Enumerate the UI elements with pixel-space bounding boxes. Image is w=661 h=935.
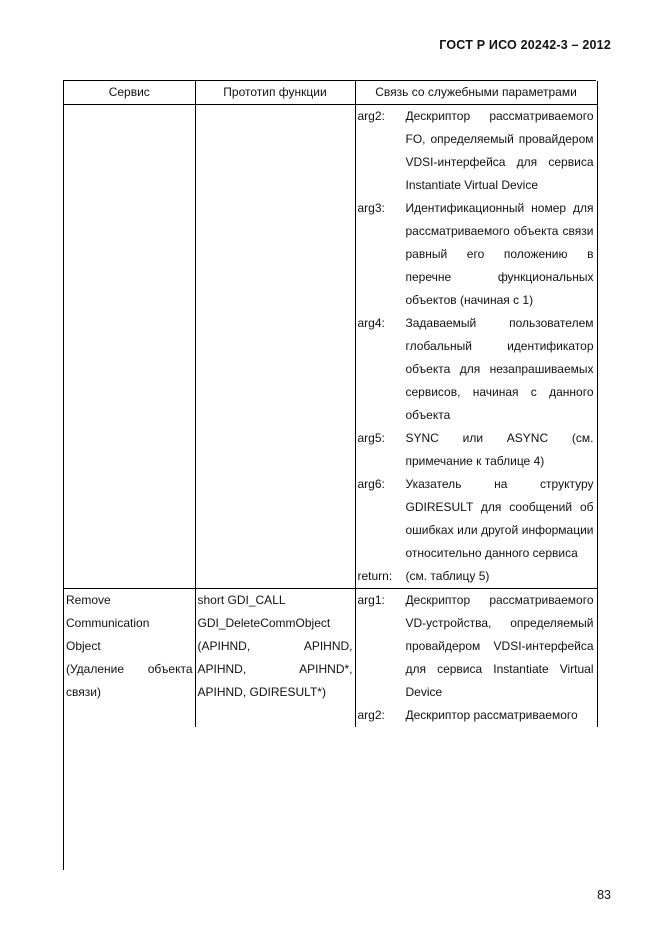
- param-arg2: [358, 105, 595, 197]
- param-arg2: [358, 704, 595, 727]
- param-description: (см. таблицу 5): [405, 569, 490, 583]
- prototype-cell: [195, 589, 355, 728]
- param-name: arg5:: [357, 431, 385, 445]
- param-description: Идентификационный номер для рассматриваемого объекта связи равный его положению в перечне функциональных объектов (начиная с 1): [405, 201, 594, 307]
- parameters-table: [63, 80, 596, 870]
- param-name: return:: [357, 569, 393, 583]
- service-name-line: связи): [66, 685, 101, 699]
- service-name-line: Remove: [66, 593, 111, 607]
- param-description: Дескриптор рассматриваемого FO, определяемый провайдером VDSI-интерфейса для сервиса Instantiate Virtual Device: [405, 109, 594, 192]
- param-return: [358, 565, 595, 588]
- prototype-line: GDI_DeleteCommObject: [197, 616, 331, 630]
- param-description: Задаваемый пользователем глобальный идентификатор объекта для незапрашиваемых сервисов, начиная с данного объекта: [405, 316, 594, 422]
- service-name-line: (Удаление объекта: [66, 662, 193, 676]
- param-name: arg2:: [357, 109, 385, 123]
- table-row: [64, 589, 597, 728]
- param-name: arg2:: [357, 708, 385, 722]
- table-row: [64, 105, 597, 589]
- prototype-line: (APIHND, APIHND,: [197, 639, 353, 653]
- page-number: 83: [597, 888, 611, 902]
- param-name: arg4:: [357, 316, 385, 330]
- column-header-service: Сервис: [64, 81, 195, 105]
- param-name: arg3:: [357, 201, 385, 215]
- prototype-cell: [195, 105, 355, 589]
- parameters-cell: [355, 105, 597, 589]
- service-cell: [64, 589, 195, 728]
- param-description: Дескриптор рассматриваемого VD-устройства, определяемый провайдером VDSI-интерфейса для сервиса Instantiate Virtual Device: [405, 593, 594, 699]
- param-arg5: [358, 427, 595, 473]
- param-arg1: [358, 589, 595, 704]
- service-cell: [64, 105, 195, 589]
- column-header-parameters: Связь со служебными параметрами: [355, 81, 597, 105]
- param-description: Указатель на структуру GDIRESULT для сообщений об ошибках или другой информации относительно данного сервиса: [405, 477, 594, 560]
- param-description: SYNC или ASYNC (см. примечание к таблице 4): [405, 431, 594, 468]
- service-name-line: Object: [66, 639, 101, 653]
- param-arg6: [358, 473, 595, 565]
- param-description: Дескриптор рассматриваемого: [405, 708, 578, 722]
- prototype-line: short GDI_CALL: [197, 593, 286, 607]
- column-header-prototype: Прототип функции: [195, 81, 355, 105]
- param-name: arg1:: [357, 593, 385, 607]
- table-header-row: [64, 81, 597, 105]
- prototype-line: APIHND, APIHND*,: [197, 662, 353, 676]
- param-name: arg6:: [357, 477, 385, 491]
- document-header: ГОСТ Р ИСО 20242-3 – 2012: [439, 38, 611, 52]
- service-name-line: Communication: [66, 616, 150, 630]
- param-arg3: [358, 197, 595, 312]
- prototype-line: APIHND, GDIRESULT*): [197, 685, 326, 699]
- param-arg4: [358, 312, 595, 427]
- parameters-cell: [355, 589, 597, 728]
